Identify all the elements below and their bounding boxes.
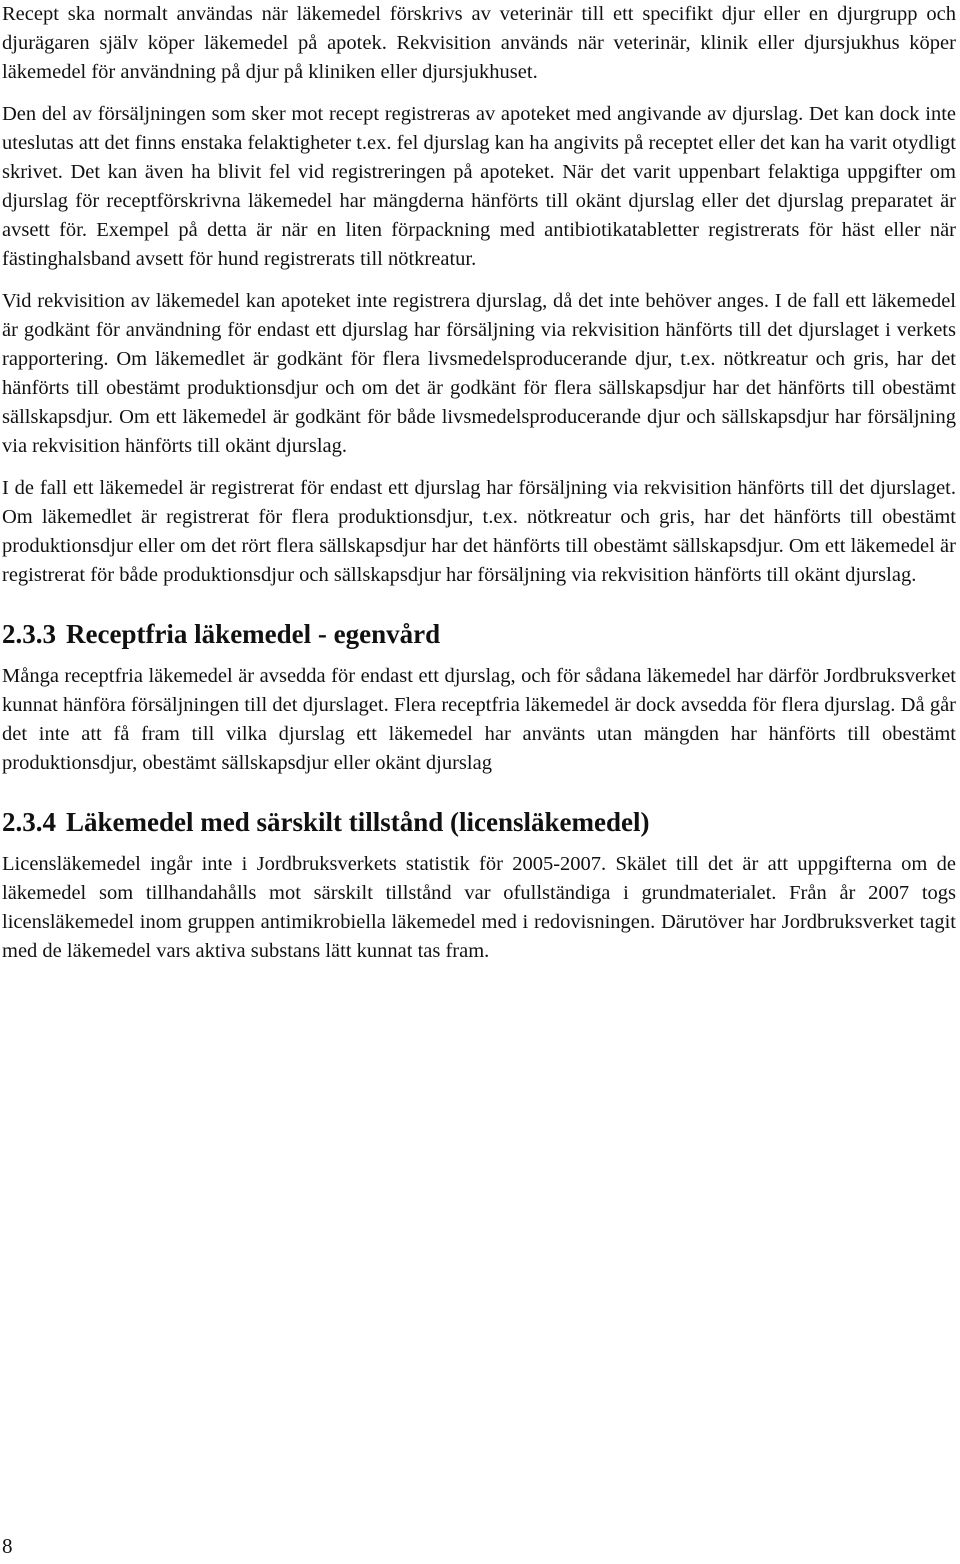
section-heading-receptfria [2,616,956,652]
paragraph-recept-registrering: Den del av försäljningen som sker mot recept registreras av apoteket med angivande av djurslag. Det kan dock inte uteslutas att det finns enstaka felaktigheter t.ex. fel djurslag kan ha angivits på receptet eller det kan ha varit otydligt skrivet. Det kan även ha blivit fel vid registreringen på apoteket. När det varit uppenbart felaktiga uppgifter om djurslag för receptförskrivna läkemedel har mängderna hänförts till okänt djurslag eller det djurslag preparatet är avsett för. Exempel på detta är när en liten förpackning med antibiotikatabletter registrerats för häst eller när fästinghalsband avsett för hund registrerats till nötkreatur. [2,103,956,270]
section-title: Läkemedel med särskilt tillstånd (licensläkemedel) [66,807,650,837]
page-number: 8 [2,1534,13,1558]
section-number: 2.3.4 [2,807,56,837]
paragraph-receptfria: Många receptfria läkemedel är avsedda för endast ett djurslag, och för sådana läkemedel har därför Jordbruksverket kunnat hänföra försäljningen till det djurslaget. Flera receptfria läkemedel är dock avsedda för flera djurslag. Då går det inte att få fram till vilka djurslag ett läkemedel har använts utan mängden har hänförts till obestämt produktionsdjur, obestämt sällskapsdjur eller okänt djurslag [2,665,956,774]
paragraph-rekvisition-godkant: Vid rekvisition av läkemedel kan apoteket inte registrera djurslag, då det inte behöver anges. I de fall ett läkemedel är godkänt för användning för endast ett djurslag har försäljning via rekvisition hänförts till det djurslaget i verkets rapportering. Om läkemedlet är godkänt för flera livsmedelsproducerande djur, t.ex. nötkreatur och gris, har det hänförts till obestämt produktionsdjur och om det är godkänt för flera sällskapsdjur har det hänförts till obestämt sällskapsdjur. Om ett läkemedel är godkänt för både livsmedelsproducerande djur och sällskapsdjur har försäljning via rekvisition hänförts till okänt djurslag. [2,290,956,457]
section-number: 2.3.3 [2,619,56,649]
paragraph-recept-rekvisition: Recept ska normalt användas när läkemedel förskrivs av veterinär till ett specifikt djur eller en djurgrupp och djurägaren själv köper läkemedel på apotek. Rekvisition används när veterinär, klinik eller djursjukhus köper läkemedel för användning på djur på kliniken eller djursjukhuset. [2,3,956,83]
paragraph-licens: Licensläkemedel ingår inte i Jordbruksverkets statistik för 2005-2007. Skälet till det är att uppgifterna om de läkemedel som tillhandahålls mot särskilt tillstånd var ofullständiga i grundmaterialet. Från år 2007 togs licensläkemedel inom gruppen antimikrobiella läkemedel med i redovisningen. Därutöver har Jordbruksverket tagit med de läkemedel vars aktiva substans lätt kunnat tas fram. [2,853,956,962]
section-title: Receptfria läkemedel - egenvård [66,619,441,649]
section-heading-licens [2,804,956,840]
paragraph-rekvisition-registrerat: I de fall ett läkemedel är registrerat för endast ett djurslag har försäljning via rekvisition hänförts till det djurslaget. Om läkemedlet är registrerat för flera produktionsdjur, t.ex. nötkreatur och gris, har det hänförts till obestämt produktionsdjur eller om det rört flera sällskapsdjur har det hänförts till obestämt sällskapsdjur. Om ett läkemedel är registrerat för både produktionsdjur och sällskapsdjur har försäljning via rekvisition hänförts till okänt djurslag. [2,477,956,586]
page-content [2,0,956,966]
